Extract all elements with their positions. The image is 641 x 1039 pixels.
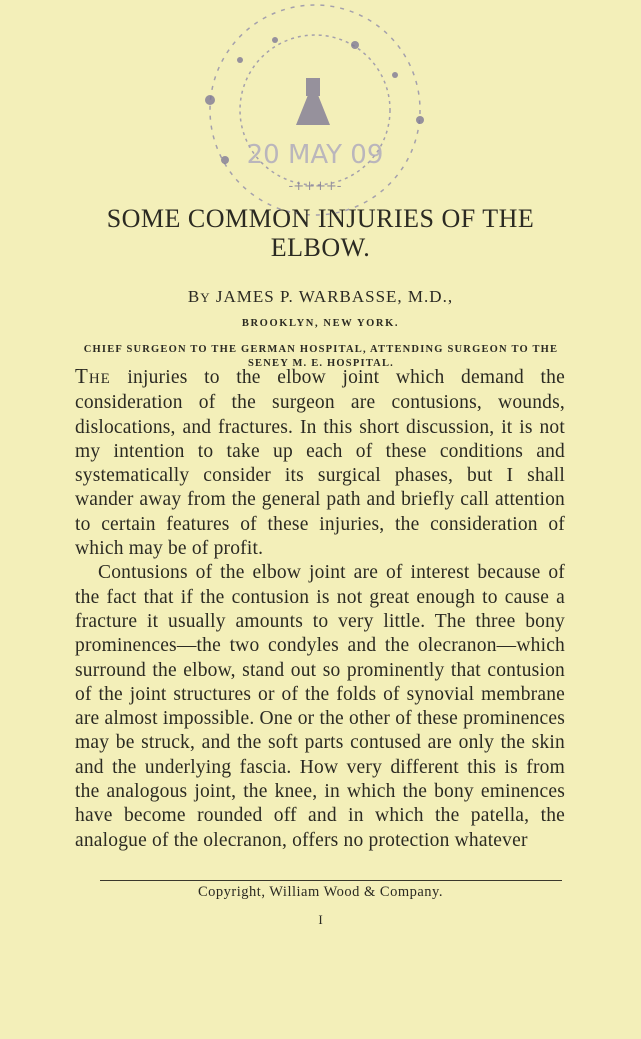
article-body xyxy=(75,364,565,853)
author-by: BY xyxy=(187,287,211,306)
paragraph-1 xyxy=(75,364,565,561)
title-line-2: ELBOW. xyxy=(270,233,371,262)
page-number: I xyxy=(318,912,323,927)
stamp-date: 20 MAY 09 xyxy=(246,140,384,170)
library-stamp xyxy=(180,0,440,230)
paragraph-1-text: injuries to the elbow joint which demand the consideration of the surgeon are contusions, wounds, dislocations, and fractures. In this short discussion, it is not my intention to take up each of these conditions and systematically consider its surgical phases, but I shall wander away from the general path and briefly call attention to certain features of these injuries, the consideration of which may be of profit. xyxy=(75,367,565,560)
article-title xyxy=(0,204,641,262)
author-affiliation: CHIEF SURGEON TO THE GERMAN HOSPITAL, ATTENDING SURGEON TO THE SENEY M. E. HOSPITAL. xyxy=(83,344,559,369)
footnote-divider xyxy=(100,880,562,881)
paragraph-lead-word: THE xyxy=(75,364,111,388)
paragraph-2: Contusions of the elbow joint are of interest because of the fact that if the contusion is not great enough to cause a fracture it usually amounts to very little. The three bony prominences—the two condyles and the olecranon—which surround the elbow, stand out so prominently that contusion of the joint structures or of the folds of synovial membrane are almost impossible. One or the other of these prominences may be struck, and the soft parts contused are only the skin and the underlying fascia. How very different this is from the analogous joint, the knee, in which the bony eminences have become rounded off and in which the patella, the analogue of the olecranon, offers no protection whatever xyxy=(75,562,565,851)
title-block xyxy=(0,204,641,262)
author-line xyxy=(0,287,641,307)
author-location: BROOKLYN, NEW YORK. xyxy=(241,318,400,329)
author-name: JAMES P. WARBASSE, M.D., xyxy=(215,287,454,306)
stamp-ornament: -++++- xyxy=(288,179,342,194)
copyright-notice: Copyright, William Wood & Company. xyxy=(198,884,443,900)
title-line-1: SOME COMMON INJURIES OF THE xyxy=(106,204,535,233)
